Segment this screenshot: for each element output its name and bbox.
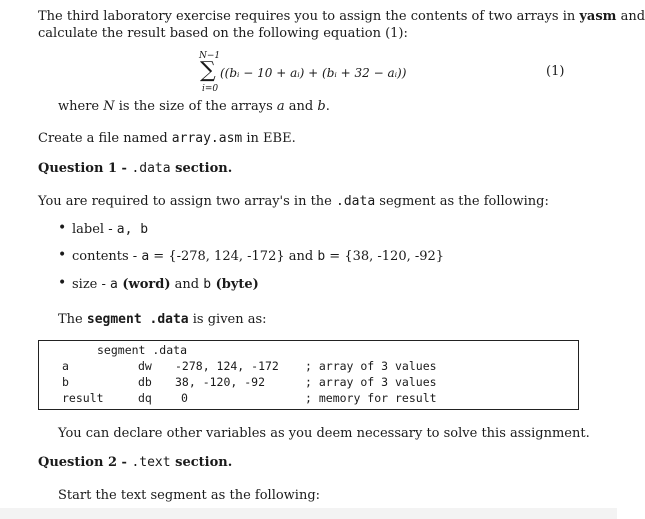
start-line: Start the text segment as the following: xyxy=(58,488,321,503)
question-2-label: Question 2 - xyxy=(38,455,132,470)
intro-text-end: and xyxy=(616,9,645,24)
bullet-dot: • xyxy=(58,220,67,236)
var-b: b xyxy=(317,99,326,114)
where-and: and xyxy=(284,99,318,114)
bullet-size xyxy=(72,276,259,294)
code-value: 38, -120, -92 xyxy=(175,375,266,389)
code-header: segment .data xyxy=(97,343,188,357)
question-2-rest: section. xyxy=(170,455,233,470)
var-a: a xyxy=(276,99,285,114)
bullet-contents xyxy=(72,248,444,266)
equation-body: ((bᵢ − 10 + aᵢ) + (bᵢ + 32 − aᵢ)) xyxy=(220,66,407,80)
code-comment: ; array of 3 values xyxy=(305,375,437,389)
segment-data-code: segment .data xyxy=(86,312,189,327)
intro-line-1 xyxy=(38,8,645,26)
sum-upper-limit: N−1 xyxy=(199,51,221,61)
code-label: result xyxy=(62,391,104,405)
summation-symbol: ∑ xyxy=(200,58,216,83)
size-byte: (byte) xyxy=(211,277,259,292)
intro-line-2: calculate the result based on the following equation (1): xyxy=(38,26,408,41)
where-text: where xyxy=(58,99,104,114)
declare-line: You can declare other variables as you deem necessary to solve this assignment. xyxy=(58,426,590,441)
code-directive: dw xyxy=(138,359,152,373)
filename-code: array.asm xyxy=(171,131,243,146)
create-file-text: Create a file named xyxy=(38,131,172,146)
equation-number: (1) xyxy=(546,64,565,79)
sum-lower-limit: i=0 xyxy=(202,84,219,94)
question-2-code: .text xyxy=(131,455,171,470)
assign-line xyxy=(38,193,549,211)
code-value: -278, 124, -172 xyxy=(175,359,279,373)
array-b-values: = {38, -120, -92} xyxy=(325,249,445,264)
code-value: 0 xyxy=(181,391,188,405)
code-directive: dq xyxy=(138,391,152,405)
code-directive: db xyxy=(138,375,152,389)
bullet-dot: • xyxy=(58,247,67,263)
create-file-end: in EBE. xyxy=(242,131,296,146)
bullet-dot: • xyxy=(58,275,67,291)
yasm-term: yasm xyxy=(579,9,617,24)
array-b-code: b xyxy=(317,249,326,264)
code-comment: ; array of 3 values xyxy=(305,359,437,373)
question-1-heading xyxy=(38,161,232,176)
code-label: b xyxy=(62,375,69,389)
intro-text: The third laboratory exercise requires you to assign the contents of two arrays in xyxy=(38,9,580,24)
data-code: .data xyxy=(336,194,376,209)
segment-intro-text: The xyxy=(58,312,87,327)
bullet-label xyxy=(72,221,148,239)
where-end: . xyxy=(325,99,330,114)
bullet-label-text: label - xyxy=(72,222,117,237)
bullet-size-text: size - xyxy=(72,277,111,292)
question-1-rest: section. xyxy=(170,161,233,176)
bullet-label-code: a, b xyxy=(116,222,149,237)
segment-intro-end: is given as: xyxy=(188,312,267,327)
where-line xyxy=(58,98,330,116)
bullet-contents-text: contents - xyxy=(72,249,142,264)
create-file-line xyxy=(38,130,296,148)
segment-intro-line xyxy=(58,311,267,329)
array-a-code: a xyxy=(141,249,150,264)
size-word: (word) xyxy=(117,277,171,292)
code-comment: ; memory for result xyxy=(305,391,437,405)
question-1-code: .data xyxy=(131,161,171,176)
size-b-code: b xyxy=(203,277,212,292)
array-a-values: = {-278, 124, -172} and xyxy=(149,249,318,264)
size-a-code: a xyxy=(110,277,118,292)
var-n: N xyxy=(103,99,115,114)
question-1-label: Question 1 - xyxy=(38,161,132,176)
code-label: a xyxy=(62,359,69,373)
where-text-mid: is the size of the arrays xyxy=(114,99,277,114)
assign-text-end: segment as the following: xyxy=(375,194,549,209)
assign-text: You are required to assign two array's in the xyxy=(38,194,337,209)
question-2-heading xyxy=(38,455,232,470)
size-and: and xyxy=(170,277,204,292)
code-block xyxy=(38,340,579,410)
page-bottom-edge xyxy=(0,508,617,519)
